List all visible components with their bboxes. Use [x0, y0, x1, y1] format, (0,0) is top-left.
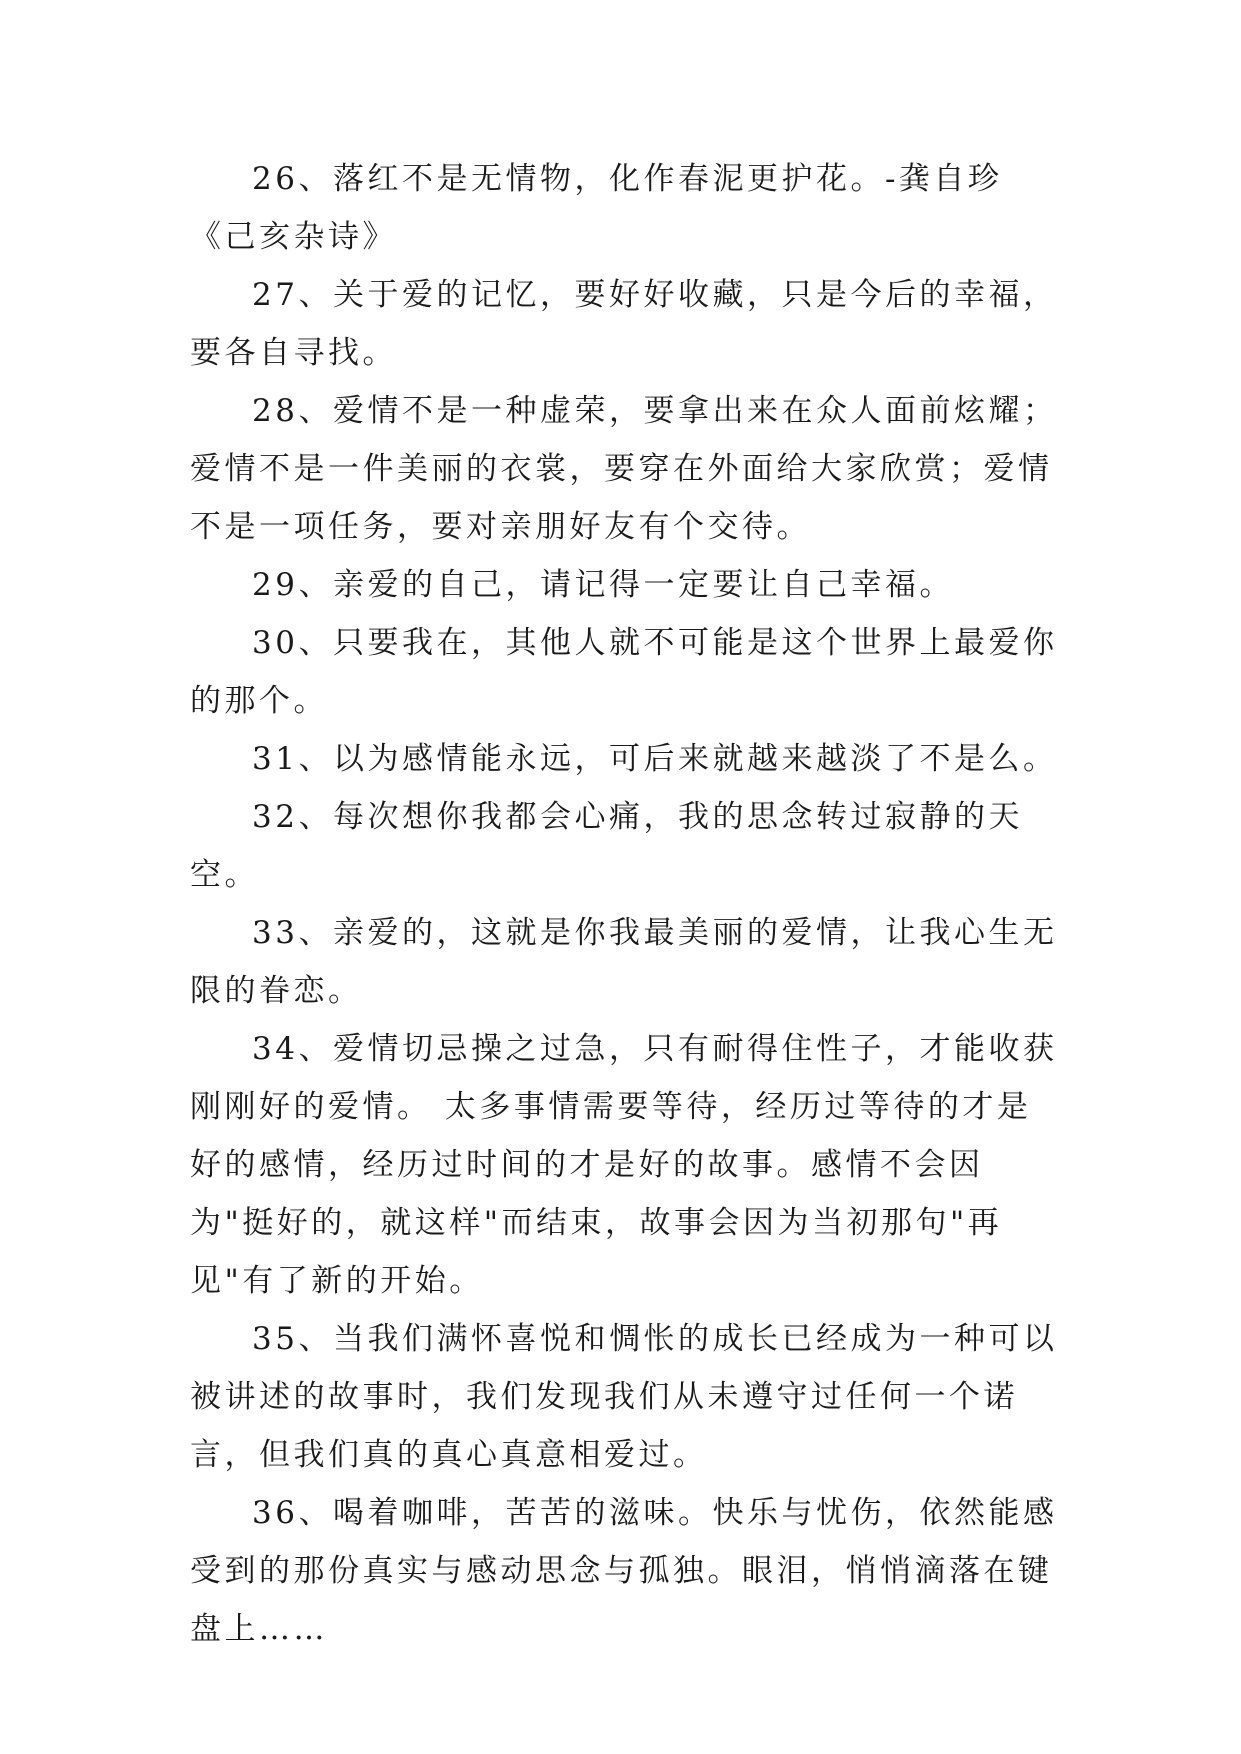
- document-body: [190, 150, 1060, 1658]
- paragraph-30: 30、只要我在，其他人就不可能是这个世界上最爱你的那个。: [190, 625, 1058, 719]
- paragraph-32: 32、每次想你我都会心痛，我的思念转过寂静的天空。: [190, 799, 1023, 893]
- paragraph-35: 35、当我们满怀喜悦和惆怅的成长已经成为一种可以被讲述的故事时，我们发现我们从未遵守过任何一个诺言，但我们真的真心真意相爱过。: [190, 1321, 1058, 1473]
- paragraph-36: 36、喝着咖啡，苦苦的滋味。快乐与忧伤，依然能感受到的那份真实与感动思念与孤独。眼泪，悄悄滴落在键盘上……: [190, 1495, 1058, 1647]
- paragraph-27: 27、关于爱的记忆，要好好收藏，只是今后的幸福，要各自寻找。: [190, 277, 1058, 371]
- paragraph-31: 31、以为感情能永远，可后来就越来越淡了不是么。: [252, 741, 1058, 777]
- paragraph-26: 26、落红不是无情物，化作春泥更护花。-龚自珍《己亥杂诗》: [190, 161, 1003, 255]
- paragraph-29: 29、亲爱的自己，请记得一定要让自己幸福。: [252, 567, 954, 603]
- paragraph-34: 34、爱情切忌操之过急，只有耐得住性子，才能收获刚刚好的爱情。 太多事情需要等待，经历过等待的才是好的感情，经历过时间的才是好的故事。感情不会因为"挺好的，就这样"而结束，故事会因为当初那句"再见"有了新的开始。: [190, 1031, 1058, 1299]
- paragraph-28: 28、爱情不是一种虚荣，要拿出来在众人面前炫耀；爱情不是一件美丽的衣裳，要穿在外面给大家欣赏；爱情不是一项任务，要对亲朋好友有个交待。: [190, 393, 1058, 545]
- paragraph-33: 33、亲爱的，这就是你我最美丽的爱情，让我心生无限的眷恋。: [190, 915, 1058, 1009]
